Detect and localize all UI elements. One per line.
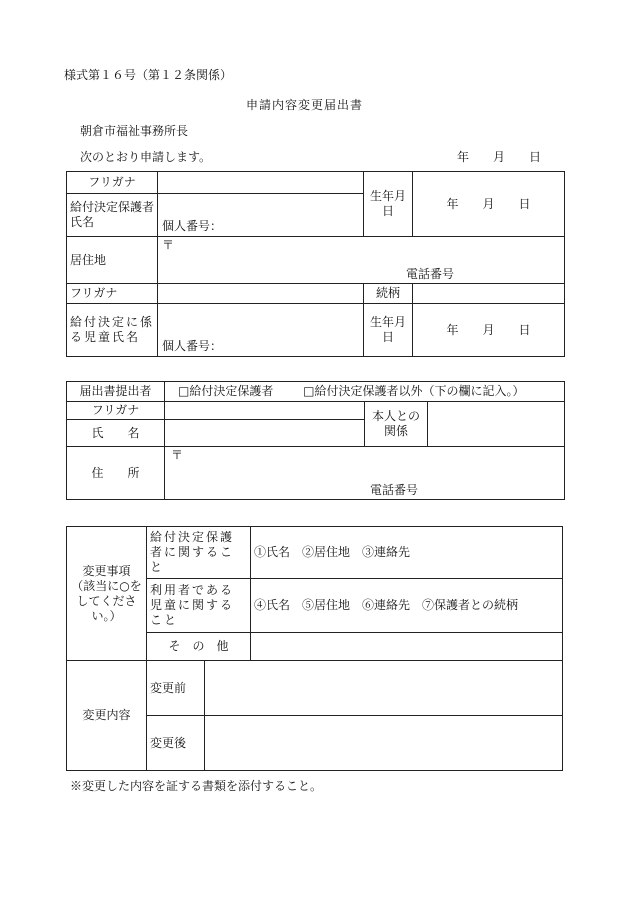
personal-number-label: 個人番号：: [162, 219, 223, 233]
relation-to-person-field[interactable]: [428, 402, 565, 447]
guardian-birth-date[interactable]: 年 月 日: [413, 172, 565, 237]
guardian-name-field[interactable]: [158, 194, 364, 237]
submitter-address-label: 住 所: [67, 447, 165, 500]
submitter-phone-label: 電話番号: [370, 483, 419, 497]
child-birth-date[interactable]: 年 月 日: [413, 304, 565, 357]
submitter-furigana-label: フリガナ: [67, 402, 165, 420]
child-related-label: 利用者である児童に関すること: [147, 579, 251, 633]
change-table: [66, 526, 563, 771]
postal-mark: 〒: [162, 238, 175, 252]
guardian-change-options[interactable]: ①氏名 ②居住地 ③連絡先: [251, 527, 563, 579]
relation-label: 続柄: [364, 284, 413, 304]
submitter-postal-mark: 〒: [171, 448, 184, 462]
applicant-table: [66, 171, 565, 357]
option-other-checkbox[interactable]: □給付決定保護者以外（下の欄に記入。）: [303, 384, 525, 398]
after-label: 変更後: [147, 716, 205, 771]
submitter-address-field[interactable]: [165, 447, 565, 500]
submitter-name-label: 氏 名: [67, 420, 165, 447]
form-title: 申請内容変更届出書: [246, 98, 364, 112]
after-field[interactable]: [205, 716, 563, 771]
application-date: 年 月 日: [457, 150, 542, 164]
child-furigana-field[interactable]: [158, 284, 364, 304]
before-field[interactable]: [205, 661, 563, 716]
footnote: ※変更した内容を証する書類を添付すること。: [70, 779, 323, 793]
residence-field[interactable]: [158, 237, 565, 284]
guardian-name-label: 給付決定保護者氏名: [67, 194, 158, 237]
other-label: そ の 他: [147, 633, 251, 661]
relation-to-person-label: 本人との関係: [365, 402, 428, 447]
child-name-field[interactable]: [158, 304, 364, 357]
submitter-furigana-field[interactable]: [165, 402, 365, 420]
child-personal-number-label: 個人番号：: [162, 339, 223, 353]
residence-label: 居住地: [67, 237, 158, 284]
child-change-options[interactable]: ④氏名 ⑤居住地 ⑥連絡先 ⑦保護者との続柄: [251, 579, 563, 633]
phone-label: 電話番号: [406, 267, 455, 281]
other-field[interactable]: [251, 633, 563, 661]
submitter-name-field[interactable]: [165, 420, 365, 447]
before-label: 変更前: [147, 661, 205, 716]
submitter-label: 届出書提出者: [67, 382, 165, 402]
addressee: 朝倉市福祉事務所長: [80, 124, 189, 138]
form-number: 様式第１６号（第１２条関係）: [64, 68, 233, 82]
child-furigana-label: フリガナ: [67, 284, 158, 304]
child-name-label: 給付決定に係る児童氏名: [67, 304, 158, 357]
option-guardian-checkbox[interactable]: □給付決定保護者: [178, 384, 274, 398]
change-content-label: 変更内容: [67, 661, 147, 771]
change-items-label: 変更事項（該当に○をしてください。）: [67, 527, 147, 661]
submitter-options: [165, 382, 565, 402]
guardian-related-label: 給付決定保護者に関すること: [147, 527, 251, 579]
birth-label: 生年月日: [364, 172, 413, 237]
relation-field[interactable]: [413, 284, 565, 304]
guardian-furigana-field[interactable]: [158, 172, 364, 194]
child-birth-label: 生年月日: [364, 304, 413, 357]
furigana-label: フリガナ: [67, 172, 158, 194]
intro-text: 次のとおり申請します。: [80, 150, 212, 164]
submitter-table: [66, 381, 565, 500]
